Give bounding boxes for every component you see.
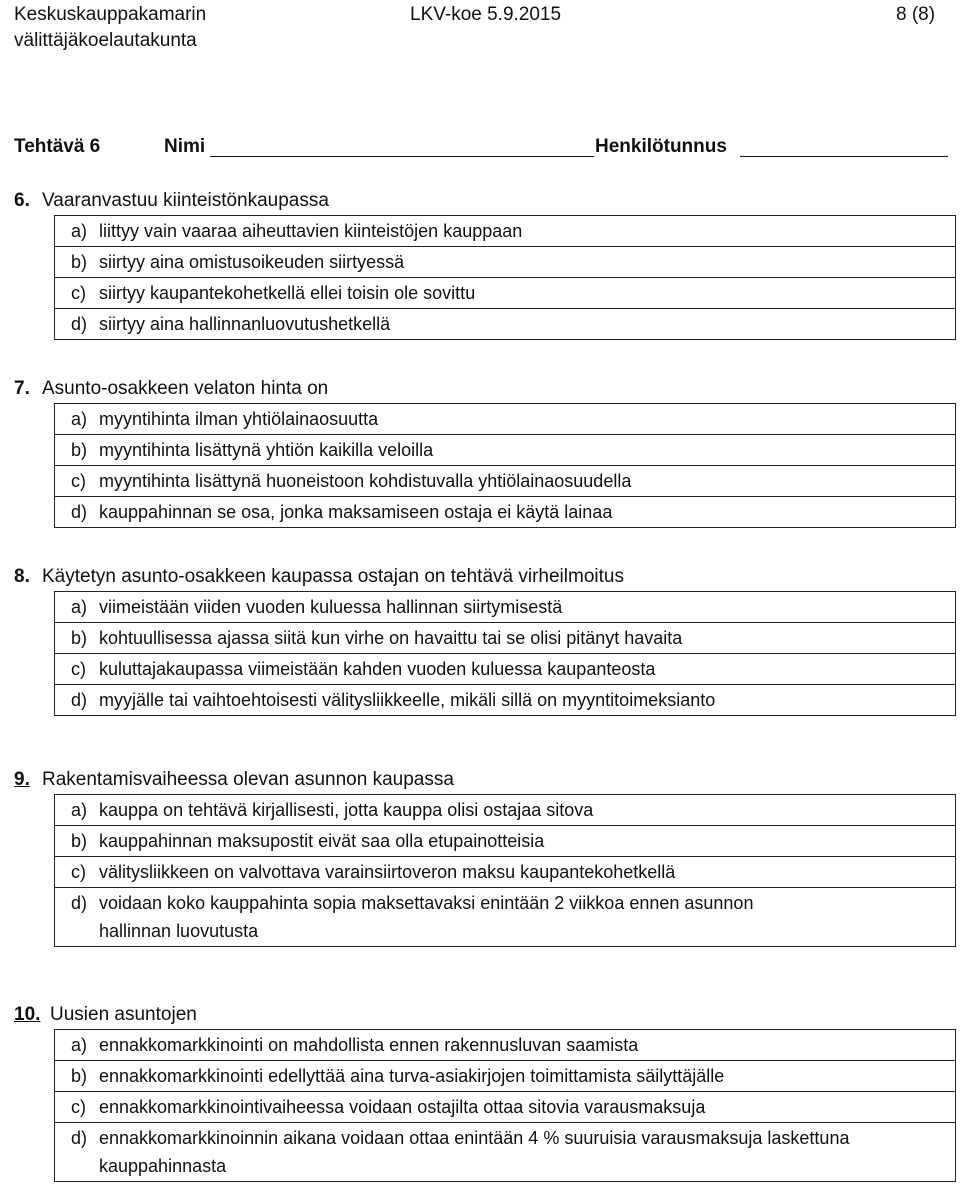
option-letter: a) [71, 597, 88, 617]
option-letter: c) [71, 862, 86, 882]
option-a[interactable] [54, 215, 956, 246]
option-letter: d) [71, 690, 88, 710]
org-line-2: välittäjäkoelautakunta [14, 30, 197, 51]
option-text: ennakkomarkkinointi edellyttää aina turva-asiakirjojen toimittamista säilyttäjälle [99, 1066, 725, 1086]
option-b[interactable] [54, 246, 956, 277]
option-text: myyjälle tai vaihtoehtoisesti välitysliikkeelle, mikäli sillä on myyntitoimeksianto [99, 690, 716, 710]
option-letter: a) [71, 800, 88, 820]
option-list [54, 1029, 956, 1182]
option-c[interactable] [54, 465, 956, 496]
option-c[interactable] [54, 277, 956, 308]
question-9 [14, 765, 954, 947]
id-field-line[interactable] [740, 156, 948, 157]
option-d[interactable] [54, 1122, 956, 1182]
question-text: Asunto-osakkeen velaton hinta on [42, 378, 329, 399]
option-letter: d) [71, 502, 88, 522]
option-letter: b) [71, 831, 88, 851]
option-a[interactable] [54, 591, 956, 622]
question-title [14, 374, 954, 403]
option-a[interactable] [54, 403, 956, 434]
question-title [14, 186, 954, 215]
option-text: myyntihinta lisättynä yhtiön kaikilla veloilla [99, 440, 434, 460]
option-c[interactable] [54, 653, 956, 684]
task-label: Tehtävä 6 [14, 136, 101, 157]
question-text: Käytetyn asunto-osakkeen kaupassa ostajan on tehtävä virheilmoitus [42, 566, 624, 587]
option-text: välitysliikkeen on valvottava varainsiirtoveron maksu kaupantekohetkellä [99, 862, 676, 882]
option-text: viimeistään viiden vuoden kuluessa hallinnan siirtymisestä [99, 597, 563, 617]
option-b[interactable] [54, 622, 956, 653]
option-text: kauppa on tehtävä kirjallisesti, jotta kauppa olisi ostajaa sitova [99, 800, 594, 820]
option-letter: d) [71, 314, 88, 334]
question-10 [14, 1000, 954, 1182]
page-number: 8 (8) [896, 4, 936, 25]
option-letter: b) [71, 252, 88, 272]
option-text: siirtyy kaupantekohetkellä ellei toisin ole sovittu [99, 283, 476, 303]
option-text: kauppahinnan maksupostit eivät saa olla etupainotteisia [99, 831, 545, 851]
option-a[interactable] [54, 1029, 956, 1060]
option-b[interactable] [54, 434, 956, 465]
option-letter: a) [71, 409, 88, 429]
option-text: myyntihinta lisättynä huoneistoon kohdistuvalla yhtiölainaosuudella [99, 471, 632, 491]
option-text: liittyy vain vaaraa aiheuttavien kiinteistöjen kauppaan [99, 221, 523, 241]
option-letter: a) [71, 221, 88, 241]
header-organization [14, 4, 206, 56]
option-list [54, 215, 956, 340]
question-text: Uusien asuntojen [50, 1004, 197, 1025]
option-letter: b) [71, 628, 88, 648]
question-number: 10. [14, 1004, 41, 1025]
option-d[interactable] [54, 887, 956, 947]
question-title [14, 562, 954, 591]
option-text: ennakkomarkkinoinnin aikana voidaan ottaa enintään 4 % suuruisia varausmaksuja laskettuna kauppahinnasta [99, 1128, 850, 1176]
option-text: myyntihinta ilman yhtiölainaosuutta [99, 409, 379, 429]
question-text: Rakentamisvaiheessa olevan asunnon kaupassa [42, 769, 454, 790]
option-text: kauppahinnan se osa, jonka maksamiseen ostaja ei käytä lainaa [99, 502, 613, 522]
name-field-line[interactable] [210, 156, 594, 157]
option-c[interactable] [54, 856, 956, 887]
question-number: 7. [14, 378, 30, 399]
option-list [54, 591, 956, 716]
question-title [14, 1000, 954, 1029]
option-text: siirtyy aina omistusoikeuden siirtyessä [99, 252, 405, 272]
question-number: 8. [14, 566, 30, 587]
name-label: Nimi [164, 136, 206, 157]
option-text: kuluttajakaupassa viimeistään kahden vuoden kuluessa kaupanteosta [99, 659, 656, 679]
option-text: kohtuullisessa ajassa siitä kun virhe on havaittu tai se olisi pitänyt havaita [99, 628, 683, 648]
exam-title: LKV-koe 5.9.2015 [410, 4, 562, 25]
question-number: 9. [14, 769, 30, 790]
question-text: Vaaranvastuu kiinteistönkaupassa [42, 190, 329, 211]
org-line-1: Keskuskauppakamarin [14, 4, 207, 25]
option-list [54, 403, 956, 528]
option-b[interactable] [54, 825, 956, 856]
option-text: ennakkomarkkinointi on mahdollista ennen rakennusluvan saamista [99, 1035, 639, 1055]
option-d[interactable] [54, 496, 956, 528]
option-a[interactable] [54, 794, 956, 825]
option-letter: c) [71, 283, 86, 303]
option-text: voidaan koko kauppahinta sopia maksettavaksi enintään 2 viikkoa ennen asunnon hallinnan luovutusta [99, 893, 754, 941]
option-letter: b) [71, 440, 88, 460]
option-list [54, 794, 956, 947]
option-letter: b) [71, 1066, 88, 1086]
question-title [14, 765, 954, 794]
option-text: siirtyy aina hallinnanluovutushetkellä [99, 314, 391, 334]
option-d[interactable] [54, 308, 956, 340]
question-6 [14, 186, 954, 340]
option-letter: d) [71, 893, 88, 913]
id-label: Henkilötunnus [595, 136, 727, 157]
question-7 [14, 374, 954, 528]
option-d[interactable] [54, 684, 956, 716]
question-8 [14, 562, 954, 716]
option-letter: d) [71, 1128, 88, 1148]
option-b[interactable] [54, 1060, 956, 1091]
question-number: 6. [14, 190, 30, 211]
option-c[interactable] [54, 1091, 956, 1122]
option-letter: c) [71, 1097, 86, 1117]
option-letter: c) [71, 659, 86, 679]
option-letter: c) [71, 471, 86, 491]
option-letter: a) [71, 1035, 88, 1055]
option-text: ennakkomarkkinointivaiheessa voidaan ostajilta ottaa sitovia varausmaksuja [99, 1097, 706, 1117]
